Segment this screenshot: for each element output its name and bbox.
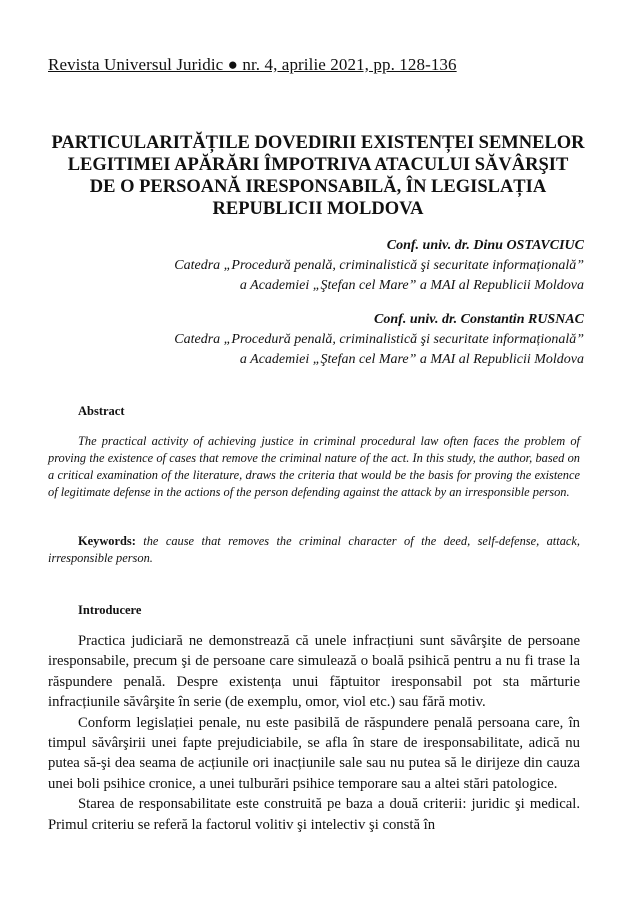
- keywords-text: the cause that removes the criminal character of the deed, self-defense, attack, irresponsible person.: [48, 534, 580, 565]
- journal-header: Revista Universul Juridic ● nr. 4, aprilie 2021, pp. 128-136: [48, 55, 457, 74]
- author-affiliation: a Academiei „Ştefan cel Mare” a MAI al Republicii Moldova: [239, 351, 584, 367]
- title-line: REPUBLICII MOLDOVA: [212, 199, 424, 219]
- article-title: [48, 132, 588, 220]
- title-line: DE O PERSOANĂ IRESPONSABILĂ, ÎN LEGISLAȚIA: [89, 177, 547, 197]
- abstract-text: The practical activity of achieving justice in criminal procedural law often faces the problem of proving the existence of cases that remove the criminal nature of the act. In this study, the author, based on a critical examination of the literature, draws the criteria that would be the basis for proving the existence of legitimate defense in the actions of the person defending against the attack by an irresponsible person.: [48, 434, 580, 499]
- keywords: [48, 533, 580, 567]
- paragraph: Conform legislației penale, nu este pasibilă de răspundere penală persoana care, în timpul săvârşirii unei fapte prejudiciabile, se afla în stare de iresponsabilitate, adică nu putea să-şi dea seama de acțiunile ori inacțiunile sale sau nu putea să le dirijeze din cauza unei boli psihice cronice, a unei tulburări psihice temporare sau a altei stări patologice.: [48, 714, 580, 792]
- author-affiliation: Catedra „Procedură penală, criminalistică şi securitate informațională”: [174, 258, 584, 273]
- title-line: PARTICULARITĂȚILE DOVEDIRII EXISTENȚEI SEMNELOR: [51, 133, 585, 153]
- author-affiliation: Catedra „Procedură penală, criminalistică şi securitate informațională”: [174, 332, 584, 347]
- author-affiliation: a Academiei „Ştefan cel Mare” a MAI al Republicii Moldova: [239, 277, 584, 293]
- title-line: LEGITIMEI APĂRĂRI ÎMPOTRIVA ATACULUI SĂVÂRŞIT: [67, 155, 569, 175]
- paragraph: Practica judiciară ne demonstrează că unele infracțiuni sunt săvârşite de persoane iresponsabile, precum şi de persoane care simulează o boală psihică pentru a nu fi trase la răspundere penală. Despre existența unui făptuitor iresponsabil pot sta mărturie infracțiunile săvârşite în serie (de exemplu, omor, viol etc.) sau fără motiv.: [48, 633, 580, 711]
- author-block: [174, 310, 584, 369]
- author-name: Conf. univ. dr. Dinu OSTAVCIUC: [386, 238, 584, 253]
- paragraph: Starea de responsabilitate este construită pe baza a două criterii: juridic şi medical. Primul criteriu se referă la factorul volitiv şi intelectiv şi constă în: [48, 796, 580, 833]
- author-block: [174, 236, 584, 295]
- introduction-body: [48, 631, 580, 835]
- introduction-heading: Introducere: [78, 603, 142, 617]
- abstract-heading: Abstract: [78, 404, 125, 418]
- author-name: Conf. univ. dr. Constantin RUSNAC: [374, 312, 584, 327]
- keywords-label: Keywords:: [78, 534, 136, 548]
